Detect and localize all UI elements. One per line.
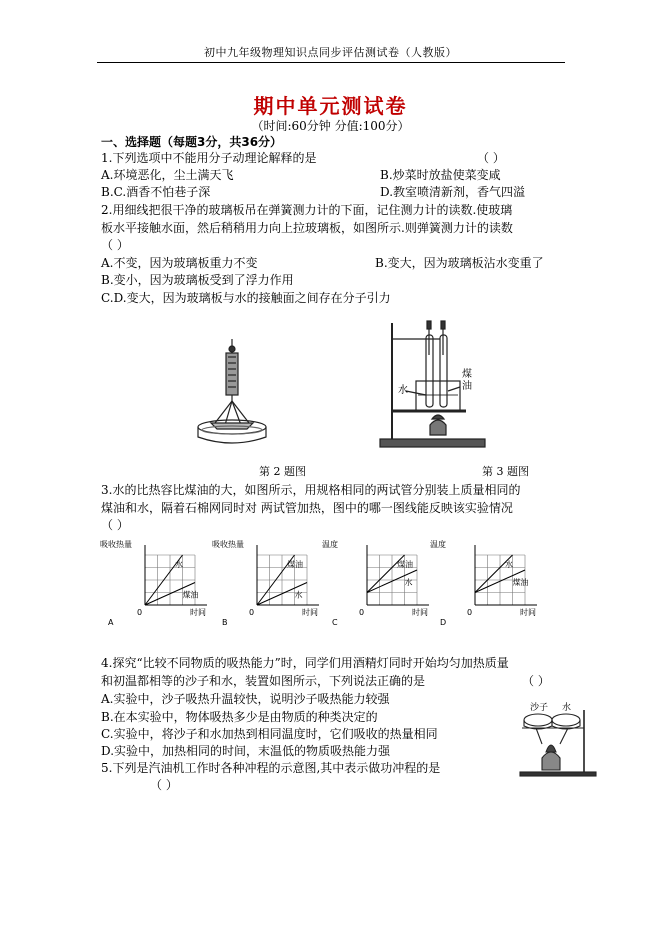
graph-B-origin: 0 bbox=[249, 608, 255, 617]
q2-option-c: B.变小，因为玻璃板受到了浮力作用 bbox=[101, 273, 294, 287]
graph-C-ylabel: 温度 bbox=[322, 540, 338, 549]
q5-bracket: （ ） bbox=[150, 778, 178, 792]
q3-graphs bbox=[100, 535, 570, 630]
fig2-caption: 第 2 题图 bbox=[259, 465, 306, 478]
page-title: 期中单元测试卷 bbox=[253, 94, 408, 118]
graph-A-letter: A bbox=[108, 618, 114, 627]
graph-D-top-label: 水 bbox=[505, 560, 513, 569]
q2-option-d: C.D.变大，因为玻璃板与水的接触面之间存在分子引力 bbox=[101, 291, 391, 305]
q1-stem: 1.下列选项中不能用分子动理论解释的是 bbox=[101, 151, 317, 165]
fig2-spring-scale-image bbox=[195, 335, 285, 450]
graph-B-bottom-label: 水 bbox=[294, 590, 303, 600]
fig4-water-label: 水 bbox=[562, 703, 572, 713]
q4-bracket: （ ） bbox=[522, 674, 550, 688]
q4-option-b: B.在本实验中，物体吸热多少是由物质的种类决定的 bbox=[101, 710, 378, 724]
q4-stem-line2: 和初温都相等的沙子和水，装置如图所示，下列说法正确的是 bbox=[101, 674, 426, 688]
fig3-apparatus-image bbox=[376, 315, 491, 450]
graph-B-top-label: 煤油 bbox=[287, 560, 303, 569]
fig3-caption: 第 3 题图 bbox=[482, 465, 529, 478]
q2-option-b: B.变大，因为玻璃板沾水变重了 bbox=[375, 256, 544, 270]
graph-A-xlabel: 时间 bbox=[190, 608, 206, 617]
section-heading: 一、选择题（每题3分，共36分） bbox=[101, 135, 283, 149]
graph-B-ylabel: 吸收热量 bbox=[212, 540, 244, 549]
graph-D-ylabel: 温度 bbox=[430, 540, 446, 549]
q3-stem-line1: 3.水的比热容比煤油的大，如图所示，用规格相同的两试管分别装上质量相同的 bbox=[101, 483, 521, 497]
graph-C-top-label: 煤油 bbox=[397, 560, 413, 569]
header-rule bbox=[97, 62, 565, 63]
graph-D-xlabel: 时间 bbox=[520, 608, 536, 617]
graph-A-origin: 0 bbox=[137, 608, 143, 617]
q4-option-c: C.实验中，将沙子和水加热到相同温度时，它们吸收的热量相同 bbox=[101, 727, 438, 741]
fig4-sand-label: 沙子 bbox=[530, 703, 549, 713]
q4-stem-line1: 4.探究“比较不同物质的吸热能力”时，同学们用酒精灯同时开始均匀加热质量 bbox=[101, 656, 509, 670]
q2-option-a: A.不变，因为玻璃板重力不变 bbox=[101, 256, 258, 270]
fig3-kerosene-label-top: 煤 bbox=[462, 369, 472, 380]
graph-C-bottom-label: 水 bbox=[404, 578, 413, 587]
q5-stem: 5.下列是汽油机工作时各种冲程的示意图,其中表示做功冲程的是 bbox=[101, 761, 441, 775]
graph-C-origin: 0 bbox=[359, 608, 365, 617]
fig3-kerosene-label-bottom: 油 bbox=[462, 381, 472, 392]
time-score: （时间:60分钟 分值:100分） bbox=[251, 119, 410, 133]
fig3-water-label: 水 bbox=[398, 385, 408, 396]
q2-stem-line2: 板水平接触水面，然后稍稍用力向上拉玻璃板，如图所示.则弹簧测力计的读数 bbox=[101, 221, 513, 235]
q1-option-d: D.教室喷清新剂，香气四溢 bbox=[380, 185, 526, 199]
fig4-apparatus-image bbox=[518, 700, 600, 778]
graph-A-bottom-label: 煤油 bbox=[182, 590, 199, 600]
q2-stem-line1: 2.用细线把很干净的玻璃板吊在弹簧测力计的下面，记住测力计的读数.使玻璃 bbox=[101, 203, 513, 217]
q4-option-a: A.实验中，沙子吸热升温较快，说明沙子吸热能力较强 bbox=[101, 692, 390, 706]
graph-B-xlabel: 时间 bbox=[302, 608, 318, 617]
q1-option-c: B.C.酒香不怕巷子深 bbox=[101, 185, 211, 199]
graph-C-xlabel: 时间 bbox=[412, 608, 428, 617]
graph-C-letter: C bbox=[332, 618, 338, 627]
q4-option-d: D.实验中，加热相同的时间，末温低的物质吸热能力强 bbox=[101, 744, 391, 758]
q3-bracket: （ ） bbox=[101, 518, 129, 532]
q1-bracket: （ ） bbox=[477, 151, 505, 165]
graph-A-ylabel: 吸收热量 bbox=[100, 540, 132, 549]
q1-option-b: B.炒菜时放盐使菜变咸 bbox=[380, 168, 501, 182]
q3-stem-line2: 煤油和水，隔着石棉网同时对 两试管加热，图中的哪一图线能反映该实验情况 bbox=[101, 501, 513, 515]
graph-A-top-label: 水 bbox=[175, 560, 183, 569]
q2-bracket: （ ） bbox=[101, 238, 129, 252]
graph-D-letter: D bbox=[440, 618, 447, 627]
graph-D-bottom-label: 煤油 bbox=[512, 578, 529, 587]
q1-option-a: A.环境恶化，尘土满天飞 bbox=[101, 168, 234, 182]
page-header: 初中九年级物理知识点同步评估测试卷（人教版） bbox=[204, 46, 457, 59]
graph-B-letter: B bbox=[222, 618, 228, 627]
graph-D-origin: 0 bbox=[467, 608, 473, 617]
